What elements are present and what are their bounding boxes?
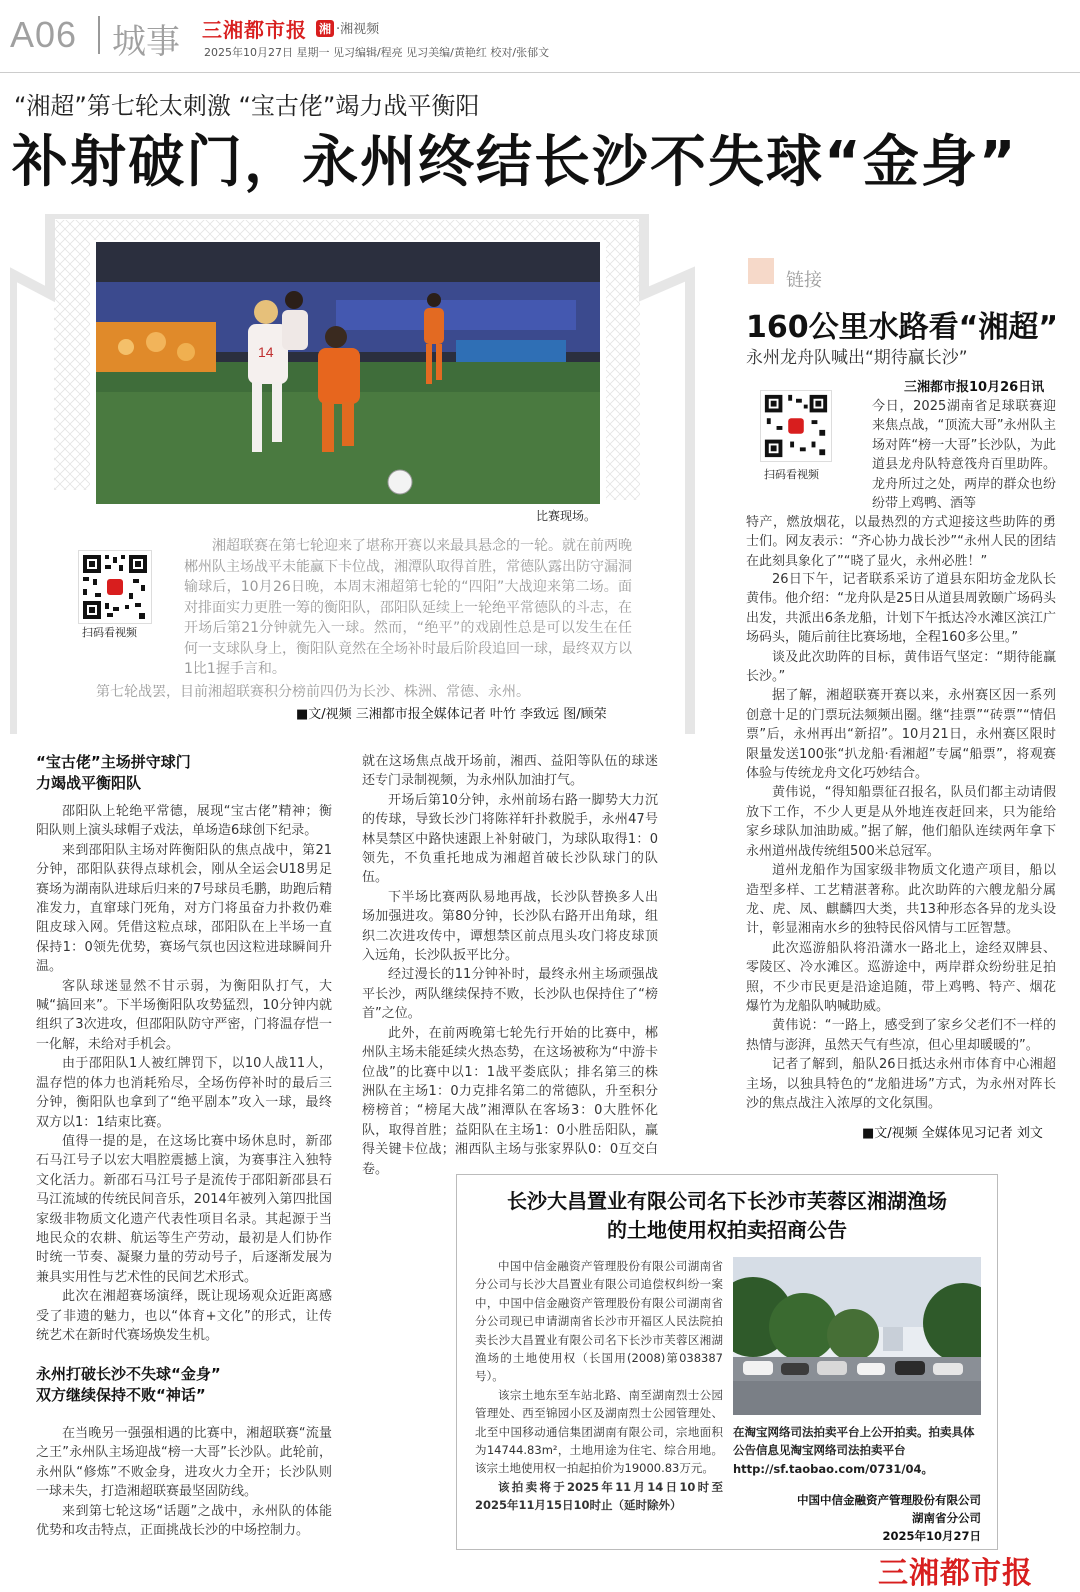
masthead — [0, 0, 1080, 70]
notice-title-line: 的土地使用权拍卖招商公告 — [607, 1218, 847, 1242]
paragraph: 道州龙船作为国家级非物质文化遗产项目，船以造型多样、工艺精湛著称。此次助阵的六艘龙船分属龙、虎、凤、麒麟四大类，共13种形态各异的龙头设计，彰显湘南水乡的独特民俗风情与工匠智慧。 — [746, 863, 1056, 937]
paragraph: 在当晚另一强强相遇的比赛中，湘超联赛“流量之王”永州队主场迎战“榜一大哥”长沙队。此轮前，永州队“修炼”不败金身，进攻火力全开；长沙队则一球未失，打造湘超联赛最坚固防线。 — [36, 1426, 332, 1500]
paper-logo: 三湘都市报 — [202, 18, 307, 42]
sidebar-byline: ■文/视频 全媒体见习记者 刘文 — [862, 1126, 1043, 1141]
divider — [98, 16, 100, 54]
paragraph: 谈及此次助阵的目标，黄伟语气坚定：“期待能赢长沙。” — [746, 649, 1056, 685]
subhead-line: 永州打破长沙不失球“金身” — [36, 1365, 221, 1383]
video-brand-text: ·湘视频 — [336, 22, 380, 37]
subhead-yongzhou — [36, 1364, 221, 1406]
page-number: A06 — [10, 14, 78, 55]
paragraph: 经过漫长的11分钟补时，最终永州主场顽强战平长沙，两队继续保持不败，长沙队也保持住了“榜首”之位。 — [362, 967, 658, 1022]
subhead-shaoyang — [36, 752, 191, 794]
paragraph: 客队球迷显然不甘示弱，为衡阳队打气，大喊“搞回来”。下半场衡阳队攻势猛烈，10分钟内就组织了3次进攻，但邵阳队防守严密，门将温存恺一一化解，未给对手机会。 — [36, 978, 332, 1052]
notice-title — [457, 1187, 997, 1245]
sidebar-subtitle: 永州龙舟队喊出“期待赢长沙” — [746, 348, 968, 368]
sidebar-first-para-wide: 特产，燃放烟花，以最热烈的方式迎接这些助阵的勇士们。网友表示：“齐心协力战长沙”“永州人民的团结在此刻具象化了”“晓了显火，永州必胜！” — [746, 515, 1056, 569]
article-lead-tail: 第七轮战罢，目前湘超联赛积分榜前四仍为长沙、株洲、常德、永州。 — [96, 684, 530, 700]
subhead-line: 双方继续保持不败“神话” — [36, 1386, 206, 1404]
paragraph: 中国中信金融资产管理股份有限公司湖南省分公司与长沙大昌置业有限公司追偿权纠纷一案中，中国中信金融资产管理股份有限公司湖南省分公司现已申请湖南省长沙市开福区人民法院拍卖长沙大昌置业有限公司名下长沙市芙蓉区湘湖渔场的土地使用权（长国用(2008)第038387号）。 — [475, 1259, 723, 1384]
notice-signature — [733, 1491, 981, 1545]
notice-org-branch: 湖南省分公司 — [912, 1511, 981, 1525]
article-headline: 补射破门，永州终结长沙不失球“金身” — [12, 130, 1018, 195]
issue-dateline: 2025年10月27日 星期一 见习编辑/程亮 见习美编/黄艳红 校对/张郁文 — [204, 46, 550, 59]
paragraph: 来到第七轮这场“话题”之战中，永州队的体能优势和攻击特点，正面挑战长沙的中场控制力。 — [36, 1503, 332, 1539]
subhead-line: “宝古佬”主场拼守球门 — [36, 753, 191, 771]
sidebar-body — [746, 570, 1056, 1113]
link-badge-icon — [748, 258, 774, 284]
photo-caption: 比赛现场。 — [536, 509, 597, 523]
video-brand — [316, 18, 379, 37]
match-photo — [96, 242, 600, 504]
sidebar-qr-code[interactable] — [760, 390, 832, 462]
paragraph: 据了解，湘超联赛开赛以来，永州赛区因一系列创意十足的门票玩法频频出圈。继“挂票”“砖票”“情侣票”后，永州再出“新招”。10月21日，永州赛区限时限量发送100张“扒龙船·看湘超”专属“船票”，将观赛体验与传统龙舟文化巧妙结合。 — [746, 688, 1056, 782]
video-qr-code[interactable] — [78, 550, 152, 624]
paragraph: 值得一提的是，在这场比赛中场休息时，新邵石马江号子以宏大唱腔震撼上演，为赛事注入独特文化活力。新邵石马江号子是流传于邵阳新邵县石马江流域的传统民间音乐，2014年被列入第四批国家级非物质文化遗产代表性项目名录。其起源于当地民众的农耕、航运等生产劳动，最初是人们协作时统一节奏、凝聚力量的劳动号子，后逐渐发展为兼具实用性与艺术性的民间艺术形式。 — [36, 1133, 332, 1285]
qr-label: 扫码看视频 — [82, 626, 137, 639]
paragraph: 此次在湘超赛场演绎，既让现场观众近距离感受了非遗的魅力，也以“体育+文化”的形式，让传统艺术在新时代赛场焕发生机。 — [36, 1289, 332, 1343]
notice-date: 2025年10月27日 — [882, 1529, 981, 1543]
link-label: 链接 — [786, 270, 822, 291]
video-brand-mark: 湘 — [316, 20, 334, 37]
notice-auction-platform: 在淘宝网络司法拍卖平台上公开拍卖。拍卖具体公告信息见淘宝网络司法拍卖平台http://sf.taobao.com/0731/04。 — [733, 1425, 975, 1476]
auction-notice — [456, 1174, 998, 1550]
paragraph: 邵阳队上轮绝平常德，展现“宝古佬”精神；衡阳队则上演头球帽子戏法，单场造6球创下纪录。 — [36, 804, 332, 839]
sidebar-first-para-narrow: 今日，2025湖南省足球联赛迎来焦点战，“顶流大哥”永州队主场对阵“榜一大哥”长沙队，为此道县龙舟队特意筏舟百里助阵。龙舟所过之处，两岸的群众也纷纷带上鸡鸭、酒等 — [872, 399, 1056, 512]
paragraph: 下半场比赛两队易地再战，长沙队替换多人出场加强进攻。第80分钟，长沙队右路开出角球，组织二次进攻传中，谭想禁区前点甩头攻门将皮球顶入远角，长沙队扳平比分。 — [362, 889, 658, 964]
notice-body — [475, 1257, 723, 1515]
masthead-rule — [0, 72, 1080, 73]
column-1b — [36, 1424, 332, 1540]
paragraph: 开场后第10分钟，永州前场右路一脚势大力沉的传球，导致长沙门将陈祥轩扑救脱手，永州47号林昊禁区中路快速跟上补射破门，为球队取得1：0领先，不负重托地成为湘超首破长沙队球门的队伍。 — [362, 792, 658, 886]
paragraph: 来到邵阳队主场对阵衡阳队的焦点战中，第21分钟，邵阳队获得点球机会，刚从全运会U18男足赛场为湖南队进球后归来的7号球员毛鹏，助跑后精准发力，直窜球门死角，对方门将虽奋力扑救仍难阻皮球入网。凭借这粒点球，邵阳队在上半场一直保持1：0领先优势，赛场气氛也因这粒进球瞬间升温。 — [36, 842, 332, 975]
paragraph: 就在这场焦点战开场前，湘西、益阳等队伍的球迷还专门录制视频，为永州队加油打气。 — [362, 754, 658, 789]
column-2 — [362, 752, 658, 1179]
sidebar-title: 160公里水路看“湘超” — [746, 310, 1059, 345]
paragraph: 此次巡游船队将沿潇水一路北上，途经双牌县、零陵区、冷水滩区。巡游途中，两岸群众纷纷驻足拍照，不少市民更是沿途追随，带上鸡鸭、特产、烟花爆竹为龙船队呐喊助威。 — [746, 940, 1056, 1014]
paragraph: 记者了解到，船队26日抵达永州市体育中心湘超主场，以独具特色的“龙船进场”方式，为永州对阵长沙的焦点战注入浓厚的文化氛围。 — [746, 1057, 1056, 1111]
paragraph: 此外，在前两晚第七轮先行开始的比赛中，郴州队主场未能延续火热态势，在这场被称为“中游卡位战”的比赛中以1：1战平娄底队；排名第三的株洲队在主场1：0力克排名第二的常德队，升至积分榜榜首；“榜尾大战”湘潭队在客场3：0大胜怀化队，取得首胜；益阳队在主场1：0小胜岳阳队，赢得关键卡位战；湘西队主场与张家界队0：0互交白卷。 — [362, 1025, 658, 1177]
section-name: 城事 — [112, 22, 180, 62]
notice-org: 中国中信金融资产管理股份有限公司 — [797, 1493, 981, 1507]
paragraph: 由于邵阳队1人被红牌罚下，以10人战11人，温存恺的体力也消耗殆尽，全场伤停补时的最后三分钟，衡阳队也拿到了“绝平剧本”攻入一球，最终双方以1：1结束比赛。 — [36, 1056, 332, 1130]
paragraph: 26日下午，记者联系采访了道县东阳坊金龙队长黄伟。他介绍：“龙舟队是25日从道县周敦颐广场码头出发，共派出6条龙船，计划下午抵达冷水滩区滨江广场码头，随后前往比赛场地，全程160多公里。” — [746, 572, 1056, 646]
paragraph: 该宗土地东至车站北路、南至湖南烈士公园管理处、西至锦园小区及湖南烈士公园管理处、北至中国移动通信集团湖南有限公司，宗地面积为14744.83m²，土地用途为住宅、综合用地。该宗土地使用权一拍起拍价为19000.83万元。 — [475, 1387, 723, 1476]
article-kicker: “湘超”第七轮太刺激 “宝古佬”竭力战平衡阳 — [14, 92, 480, 120]
subhead-line: 力竭战平衡阳队 — [36, 774, 142, 792]
column-1 — [36, 802, 332, 1345]
article-lead: 湘超联赛在第七轮迎来了堪称开赛以来最具悬念的一轮。就在前两晚郴州队主场战平未能赢下卡位战，湘潭队取得首胜，常德队露出防守漏洞输球后，10月26日晚，本周末湘超第七轮的“四阳”大战迎来第二场。面对排面实力更胜一筹的衡阳队，邵阳队延续上一轮绝平常德队的斗志，在开场后第21分钟就先入一球。然而，“绝平”的戏剧性总是可以发生在任何一支球队身上，衡阳队竟然在全场补时最后阶段追回一球，最终双方以1比1握手言和。 — [184, 538, 632, 677]
footer-paper-logo: 三湘都市报 — [878, 1556, 1033, 1591]
sidebar-qr-label: 扫码看视频 — [764, 468, 819, 481]
paragraph: 黄伟说：“一路上，感受到了家乡父老们不一样的热情与澎湃，虽然天气有些凉，但心里却暖暖的”。 — [746, 1018, 1056, 1053]
article-byline: ■文/视频 三湘都市报全媒体记者 叶竹 李致远 图/顾荣 — [296, 707, 607, 722]
notice-title-line: 长沙大昌置业有限公司名下长沙市芙蓉区湘湖渔场 — [507, 1189, 947, 1213]
paragraph: 该拍卖将于2025年11月14日10时至2025年11月15日10时止（延时除外） — [475, 1479, 723, 1513]
svg-text:14: 14 — [258, 344, 274, 360]
sidebar-dateline: 三湘都市报10月26日讯 — [904, 380, 1045, 395]
land-photo — [733, 1257, 981, 1415]
paragraph: 黄伟说，“得知船票征召报名，队员们都主动请假放下工作，不少人更是从外地连夜赶回来，只为能给家乡球队加油助威。”据了解，他们船队连续两年拿下永州道州战传统组500米总冠军。 — [746, 785, 1056, 859]
